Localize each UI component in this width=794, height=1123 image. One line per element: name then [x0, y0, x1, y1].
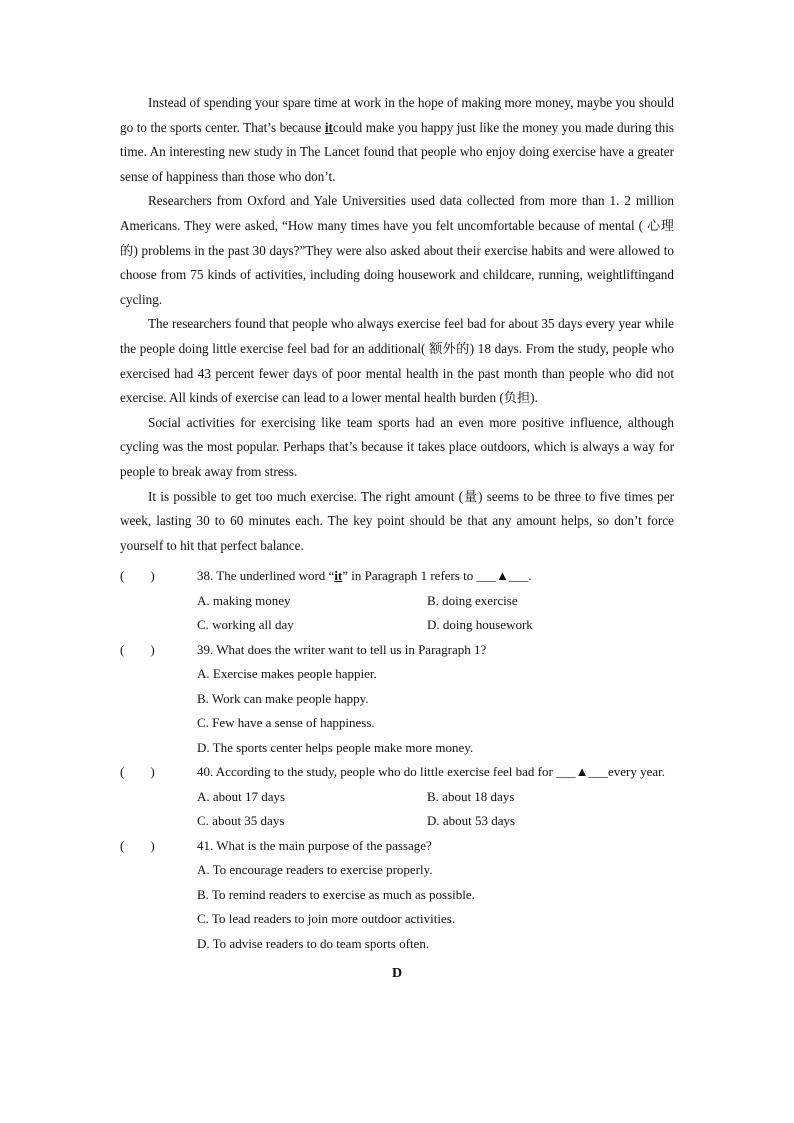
- option-d[interactable]: D. doing housework: [427, 617, 533, 632]
- question-39: [120, 638, 680, 761]
- question-40-options: [197, 785, 680, 834]
- option-a[interactable]: A. Exercise makes people happier.: [197, 666, 377, 681]
- option-a[interactable]: A. making money: [197, 592, 291, 608]
- option-c[interactable]: C. about 35 days: [197, 813, 285, 828]
- reading-passage: [120, 91, 674, 558]
- question-38-underlined-word: it: [334, 568, 343, 583]
- paragraph-1-text-end: could make you happy just like the money you made during this time. An interesting new study in The Lancet found that people who enjoy doing exercise have a greater sense of happiness than those who don’t.: [120, 119, 674, 184]
- paragraph-5: It is possible to get too much exercise. The right amount (量) seems to be three to five times per week, lasting 30 to 60 minutes each. The key point should be that any amount helps, so don’t force yourself to hit that perfect balance.: [120, 488, 674, 553]
- question-41-stem: [120, 834, 680, 859]
- option-c[interactable]: C. working all day: [197, 617, 294, 632]
- section-heading: D: [391, 966, 403, 981]
- question-38-text: 38. The underlined word “: [197, 568, 335, 583]
- question-list: [120, 564, 680, 956]
- question-39-stem: [120, 638, 680, 663]
- option-b[interactable]: B. about 18 days: [427, 788, 515, 804]
- question-40-stem: [120, 760, 680, 785]
- question-38-text-end: ” in Paragraph 1 refers to: [342, 568, 477, 583]
- answer-paren[interactable]: ( ): [120, 568, 155, 583]
- option-d[interactable]: D. To advise readers to do team sports often.: [197, 935, 430, 951]
- question-40: [120, 760, 680, 834]
- question-41-options: [197, 858, 680, 956]
- option-a[interactable]: A. about 17 days: [197, 788, 286, 804]
- option-d[interactable]: D. The sports center helps people make more money.: [197, 739, 474, 755]
- underlined-word-it: it: [324, 119, 333, 135]
- option-b[interactable]: B. doing exercise: [427, 592, 518, 608]
- question-41-text: 41. What is the main purpose of the passage?: [197, 837, 432, 853]
- option-d[interactable]: D. about 53 days: [427, 813, 516, 828]
- option-b[interactable]: B. To remind readers to exercise as much as possible.: [197, 886, 475, 902]
- question-38-stem: [120, 564, 680, 589]
- answer-paren[interactable]: ( ): [120, 764, 155, 779]
- answer-blank: ___▲___: [556, 764, 608, 779]
- paragraph-3: The researchers found that people who always exercise feel bad for about 35 days every year while the people doing little exercise feel bad for an additional( 额外的) 18 days. From the study, people who exercised had 43 percent fewer days of poor mental health in the past month than people who did not exercise. All kinds of exercise can lead to a lower mental health burden (负担).: [120, 316, 674, 406]
- option-c[interactable]: C. To lead readers to join more outdoor activities.: [197, 911, 456, 926]
- question-39-text: 39. What does the writer want to tell us in Paragraph 1?: [197, 641, 487, 657]
- answer-paren[interactable]: ( ): [120, 837, 155, 853]
- paragraph-1: [120, 91, 674, 189]
- option-a[interactable]: A. To encourage readers to exercise properly.: [197, 862, 433, 877]
- question-38-options: [197, 589, 680, 638]
- option-c[interactable]: C. Few have a sense of happiness.: [197, 715, 375, 730]
- question-39-options: [197, 662, 680, 760]
- paragraph-1-text-start: Instead of spending your spare time at work in the hope of making more money, maybe you should go to the sports center. That’s because: [120, 95, 674, 135]
- answer-blank: ___▲___: [476, 568, 529, 583]
- answer-paren[interactable]: ( ): [120, 641, 155, 657]
- option-b[interactable]: B. Work can make people happy.: [197, 690, 369, 706]
- paragraph-4: Social activities for exercising like team sports had an even more positive influence, although cycling was the most popular. Perhaps that’s because it takes place outdoors, which is always a way for people to break away from stress.: [120, 414, 674, 479]
- question-40-text-end: every year.: [607, 764, 665, 779]
- question-38-period: .: [528, 568, 532, 583]
- question-41: [120, 834, 680, 957]
- question-40-text: 40. According to the study, people who do little exercise feel bad for: [197, 764, 557, 779]
- paragraph-2: Researchers from Oxford and Yale Universities used data collected from more than 1. 2 million Americans. They were asked, “How many times have you felt uncomfortable because of mental ( 心理的) problems in the past 30 days?”They were also asked about their exercise habits and were allowed to choose from 75 kinds of activities, including doing housework and childcare, running, weightliftingand cycling.: [120, 193, 674, 307]
- question-38: [120, 564, 680, 638]
